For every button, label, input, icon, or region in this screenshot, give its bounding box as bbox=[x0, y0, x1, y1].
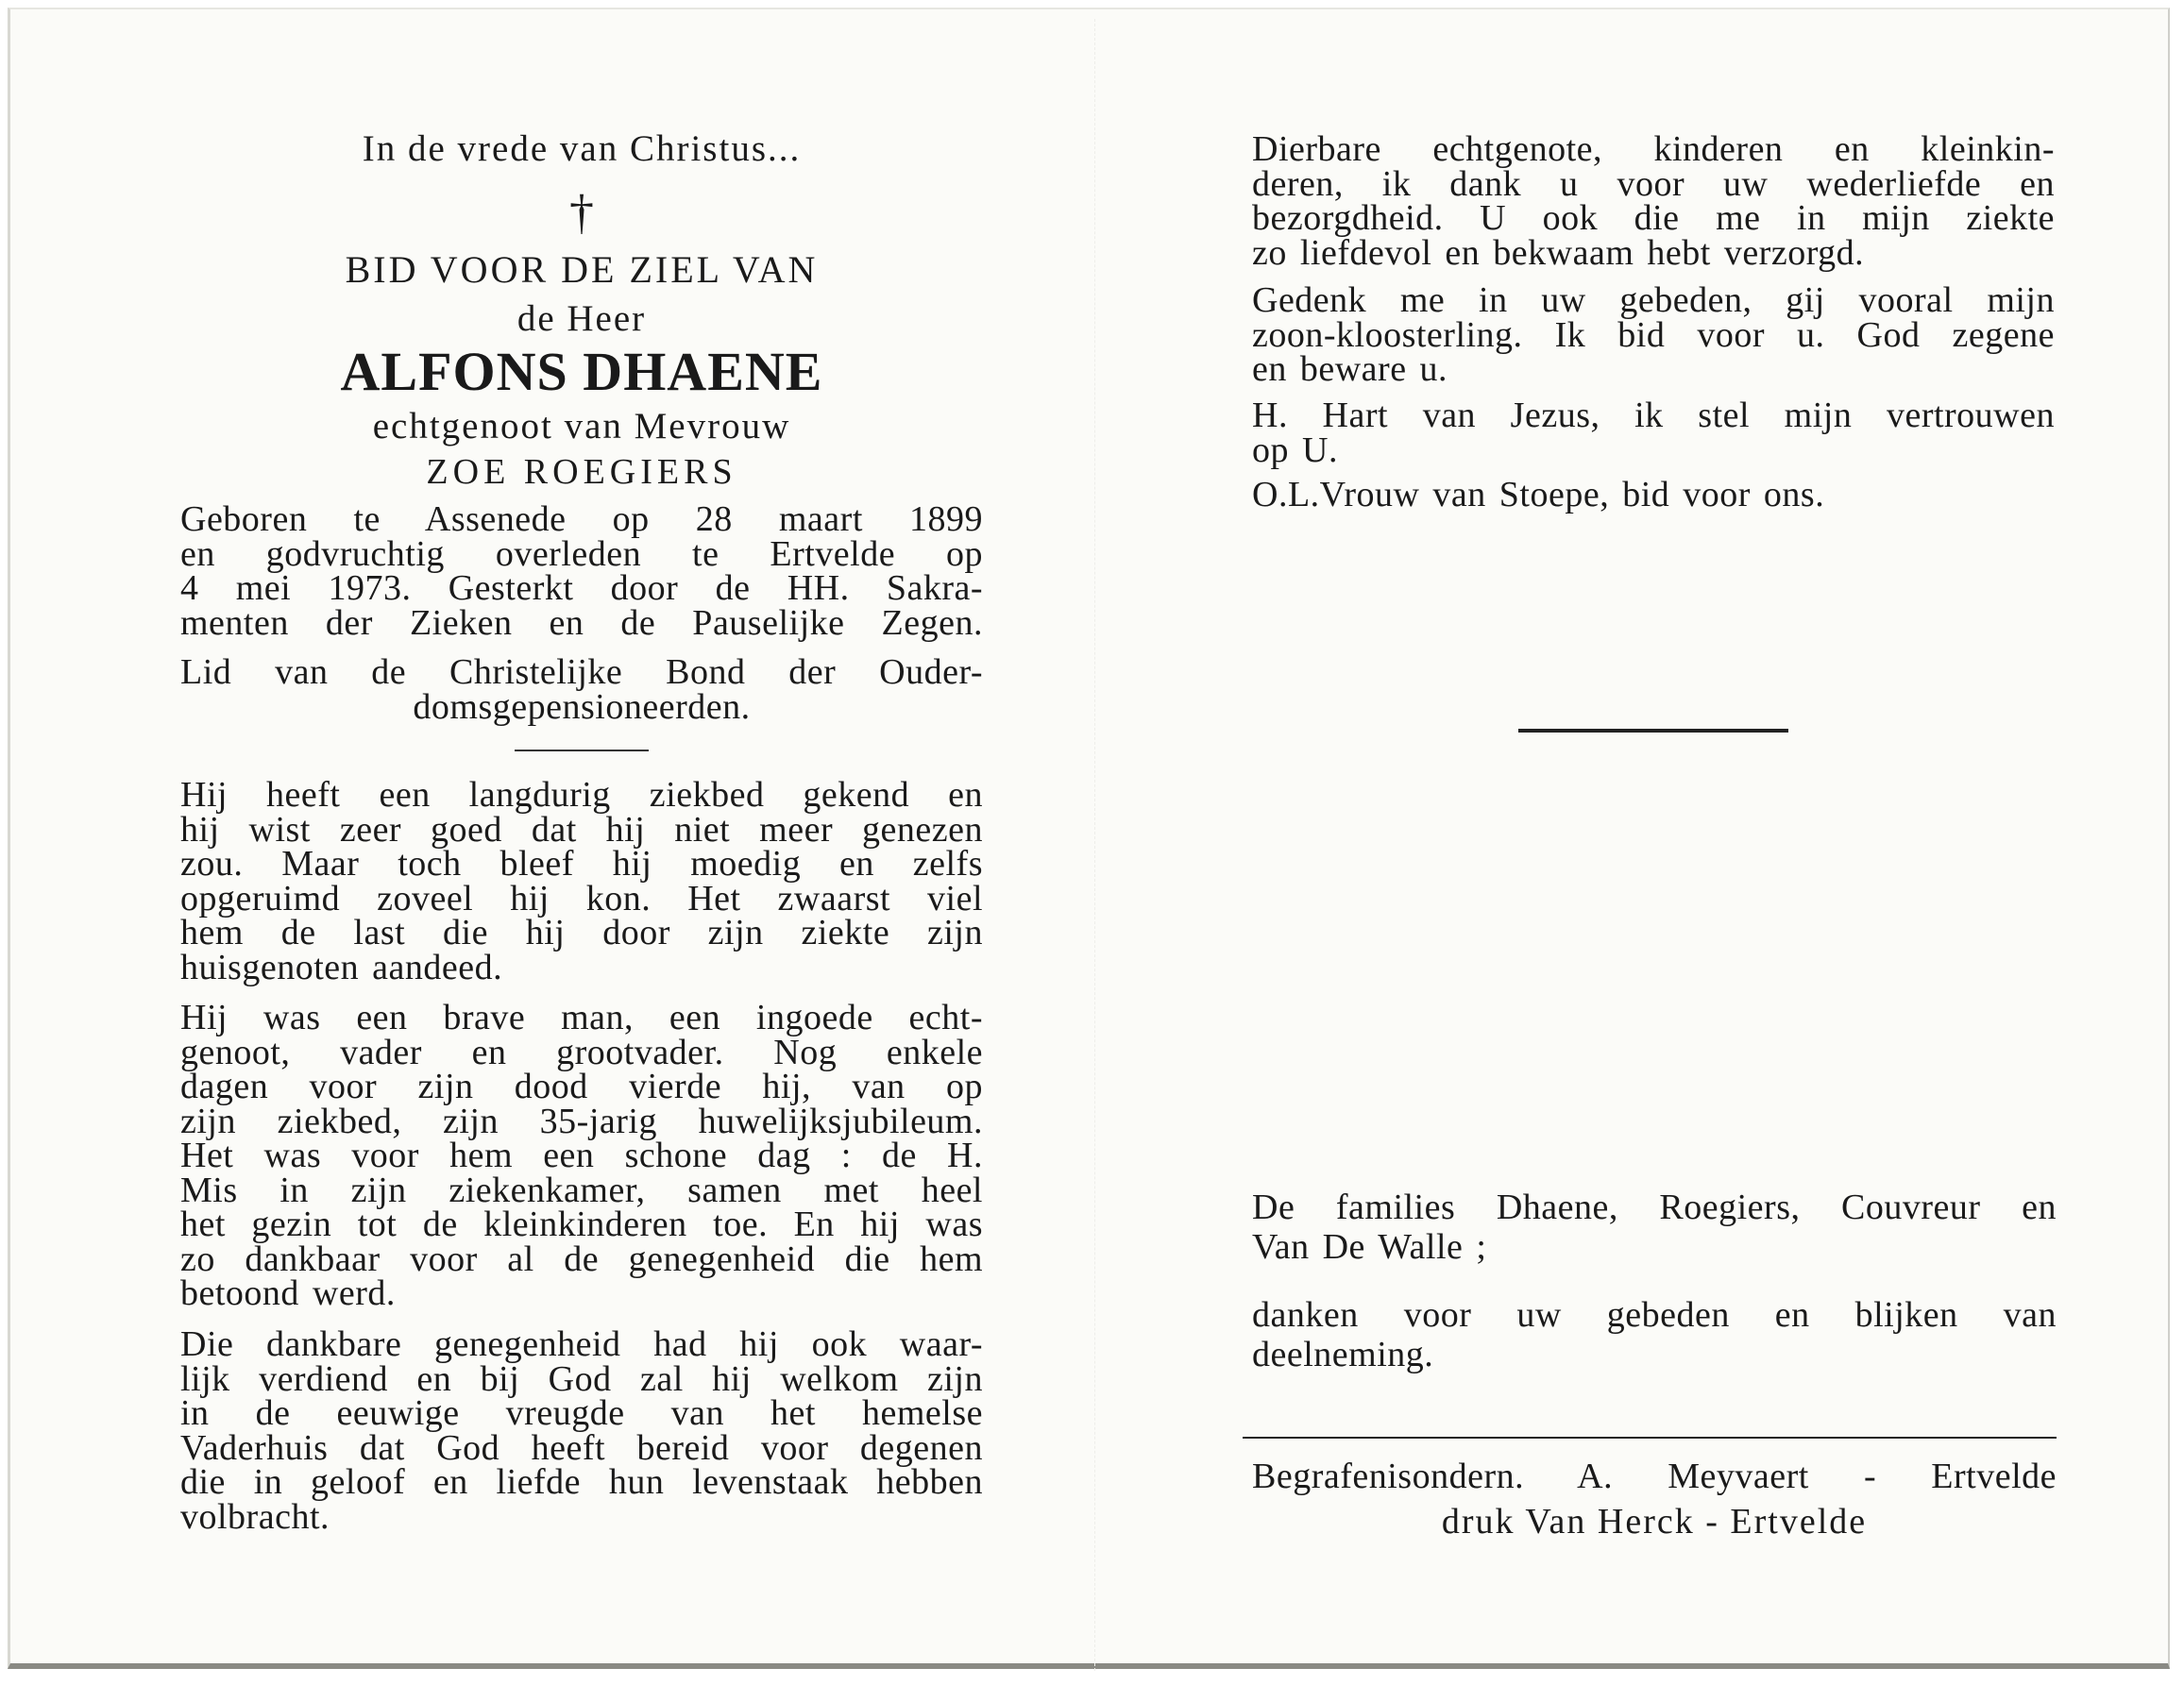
text-line: O.L.Vrouw van Stoepe, bid voor ons. bbox=[1252, 475, 1825, 514]
text-line: Hij was een brave man, een ingoede echt- bbox=[180, 998, 983, 1037]
membership-line: Lid van de Christelijke Bond der Ouder- bbox=[180, 652, 983, 692]
paragraph-farewell bbox=[1252, 129, 2055, 273]
birth-death-block bbox=[180, 499, 983, 643]
text-line: deelneming. bbox=[1252, 1335, 1434, 1374]
section-divider bbox=[180, 750, 983, 751]
footer-rule bbox=[1243, 1437, 2057, 1439]
membership-line: domsgepensioneerden. bbox=[413, 686, 751, 727]
memorial-card bbox=[8, 8, 2170, 1669]
undertaker-line-block bbox=[1252, 1456, 2057, 1497]
membership-block bbox=[180, 652, 983, 727]
text-line: lijk verdiend en bij God zal hij welkom zijn bbox=[180, 1358, 983, 1399]
text-line: deren, ik dank u voor uw wederliefde en bbox=[1252, 163, 2055, 204]
text-line: zo liefdevol en bekwaam hebt verzorgd. bbox=[1252, 232, 1865, 273]
paragraph-illness bbox=[180, 775, 983, 987]
card-fold-line bbox=[1094, 19, 1096, 1671]
text-line: De families Dhaene, Roegiers, Couvreur en bbox=[1252, 1188, 2057, 1227]
text-line: huisgenoten aandeed. bbox=[180, 947, 503, 987]
text-line: opgeruimd zoveel hij kon. Het zwaarst viel bbox=[180, 878, 983, 918]
cross-icon: † bbox=[569, 186, 594, 240]
text-line: genoot, vader en grootvader. Nog enkele bbox=[180, 1032, 983, 1072]
intro-text: In de vrede van Christus... bbox=[362, 128, 802, 169]
text-line: zo dankbaar voor al de genegenheid die hem bbox=[180, 1238, 983, 1279]
text-line: Hij heeft een langdurig ziekbed gekend en bbox=[180, 775, 983, 815]
decorative-rule bbox=[1518, 729, 1788, 733]
text-line: Mis in zijn ziekenkamer, samen met heel bbox=[180, 1170, 983, 1210]
text-line: en beware u. bbox=[1252, 349, 1448, 389]
undertaker-credit: Begrafenisondern. A. Meyvaert - Ertvelde bbox=[1252, 1457, 2057, 1496]
text-line: volbracht. bbox=[180, 1496, 330, 1537]
text-line: in de eeuwige vreugde van het hemelse bbox=[180, 1393, 983, 1433]
paragraph-remember bbox=[1252, 280, 2055, 389]
birth-line: 4 mei 1973. Gesterkt door de HH. Sakra- bbox=[180, 568, 983, 608]
text-line: betoond werd. bbox=[180, 1273, 396, 1313]
text-line: hem de last die hij door zijn ziekte zijn bbox=[180, 913, 983, 952]
text-line: Het was voor hem een schone dag : de H. bbox=[180, 1136, 983, 1175]
birth-line: Geboren te Assenede op 28 maart 1899 bbox=[180, 499, 983, 539]
text-line: Van De Walle ; bbox=[1252, 1227, 1487, 1267]
text-line: het gezin tot de kleinkinderen toe. En hij was bbox=[180, 1205, 983, 1244]
text-line: Vaderhuis dat God heeft bereid voor degenen bbox=[180, 1427, 983, 1468]
text-line: op U. bbox=[1252, 430, 1338, 470]
text-line: zoon-kloosterling. Ik bid voor u. God zegene bbox=[1252, 314, 2055, 355]
spouse-intro: echtgenoot van Mevrouw bbox=[372, 406, 791, 447]
birth-line: en godvruchtig overleden te Ertvelde op bbox=[180, 533, 983, 574]
birth-line: menten der Zieken en de Pauselijke Zegen. bbox=[180, 602, 983, 643]
text-line: die in geloof en liefde hun levenstaak hebben bbox=[180, 1462, 983, 1502]
text-line: zijn ziekbed, zijn 35-jarig huwelijksjubileum. bbox=[180, 1101, 983, 1141]
text-line: dagen voor zijn dood vierde hij, van op bbox=[180, 1067, 983, 1106]
text-line: Dierbare echtgenote, kinderen en kleinkin- bbox=[1252, 129, 2055, 169]
paragraph-sacred-heart bbox=[1252, 396, 2055, 470]
text-line: H. Hart van Jezus, ik stel mijn vertrouwen bbox=[1252, 396, 2055, 435]
paragraph-our-lady bbox=[1252, 475, 2055, 514]
text-line: danken voor uw gebeden en blijken van bbox=[1252, 1295, 2057, 1335]
text-line: Gedenk me in uw gebeden, gij vooral mijn bbox=[1252, 280, 2055, 320]
prayer-heading: BID VOOR DE ZIEL VAN bbox=[345, 248, 819, 291]
paragraph-gratitude bbox=[180, 1324, 983, 1537]
text-line: bezorgdheid. U ook die me in mijn ziekte bbox=[1252, 198, 2055, 238]
families-block bbox=[1252, 1188, 2057, 1267]
text-line: hij wist zeer goed dat hij niet meer genezen bbox=[180, 809, 983, 850]
spouse-name: ZOE ROEGIERS bbox=[426, 452, 737, 492]
deceased-name: ALFONS DHAENE bbox=[340, 341, 823, 402]
text-line: Die dankbare genegenheid had hij ook waar- bbox=[180, 1324, 983, 1364]
printer-credit: druk Van Herck - Ertvelde bbox=[1441, 1502, 1868, 1542]
text-line: zou. Maar toch bleef hij moedig en zelfs bbox=[180, 844, 983, 884]
honorific: de Heer bbox=[516, 298, 647, 339]
thanks-block bbox=[1252, 1295, 2057, 1374]
paragraph-character bbox=[180, 998, 983, 1313]
